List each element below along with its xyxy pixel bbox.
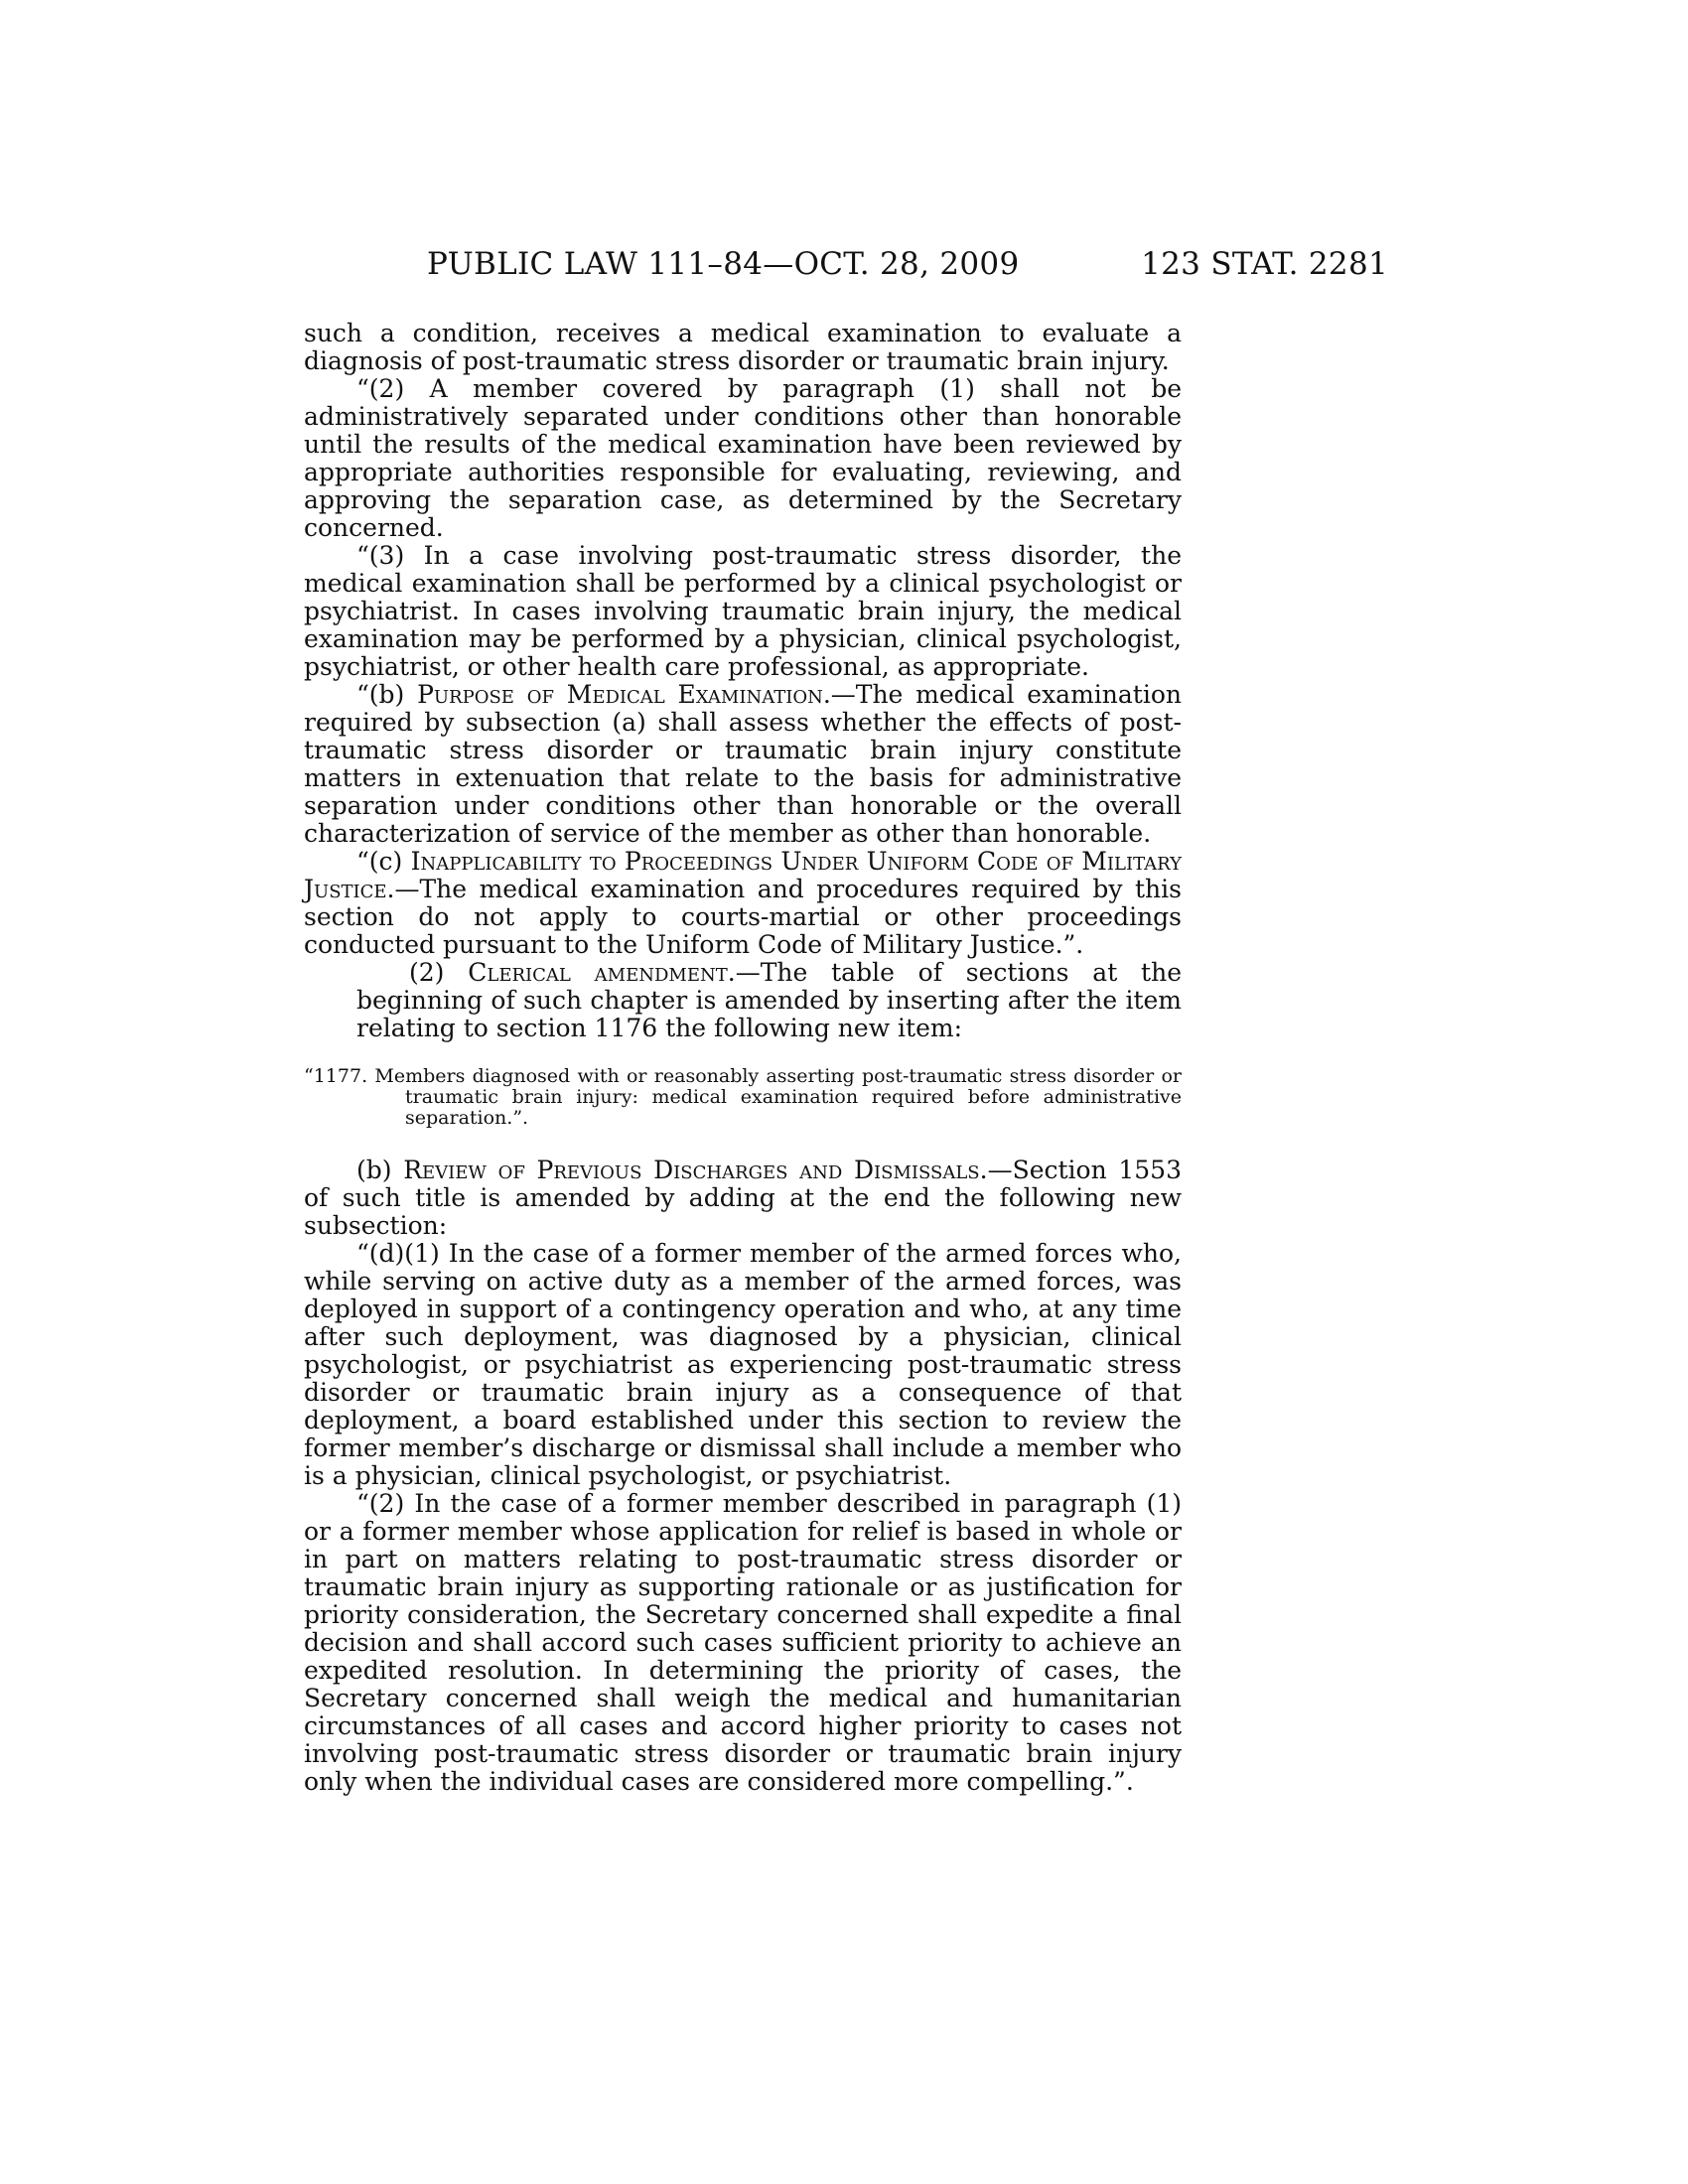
paragraph-d2: “(2) In the case of a former member described in paragraph (1) or a former member whose application for relief is based in whole or in part on matters relating to post-traumatic stress disorder or traumatic brain injury as supporting rationale or as justification for priority consideration, the Secretary concerned shall expedite a final decision and shall accord such cases sufficient priority to achieve an expedited resolution. In determining the priority of cases, the Secretary concerned shall weigh the medical and humanitarian circumstances of all cases and accord higher priority to cases not involving post-traumatic stress disorder or traumatic brain injury only when the individual cases are considered more compelling.”. bbox=[304, 1489, 1182, 1796]
document-body bbox=[304, 320, 1182, 1796]
subsection-review-label: (b) bbox=[356, 1156, 404, 1184]
clerical-amendment-label: (2) bbox=[409, 958, 469, 987]
subsection-review bbox=[304, 1157, 1182, 1240]
subsection-b-text: —The medical examination required by subsection (a) shall assess whether the effects of post-traumatic stress disorder or traumatic brain injury constitute matters in extenuation that relate to the basis for administrative separation under conditions other than honorable or the overall characterization of service of the member as other than honorable. bbox=[304, 680, 1182, 848]
clerical-amendment-text: —The table of sections at the beginning of such chapter is amended by inserting after the item relating to section 1176 the following new item: bbox=[356, 958, 1183, 1042]
running-head: PUBLIC LAW 111–84—OCT. 28, 2009 bbox=[427, 246, 1020, 282]
paragraph-continuation: such a condition, receives a medical examination to evaluate a diagnosis of post-traumatic stress disorder or traumatic brain injury. bbox=[304, 319, 1182, 375]
statute-citation: 123 STAT. 2281 bbox=[1141, 246, 1388, 282]
subsection-b-label: “(b) bbox=[356, 680, 418, 709]
paragraph-a2: “(2) A member covered by paragraph (1) shall not be administratively separated under conditions other than honorable until the results of the medical examination have been reviewed by appropriate authorities responsible for evaluating, reviewing, and approving the separation case, as determined by the Secretary concerned. bbox=[304, 374, 1182, 542]
subsection-c-text: —The medical examination and procedures required by this section do not apply to courts-martial or other proceedings conducted pursuant to the Uniform Code of Military Justice.”. bbox=[304, 875, 1182, 959]
paragraph-a3: “(3) In a case involving post-traumatic stress disorder, the medical examination shall be performed by a clinical psychologist or psychiatrist. In cases involving traumatic brain injury, the medical examination may be performed by a physician, clinical psychologist, psychiatrist, or other health care professional, as appropriate. bbox=[304, 541, 1182, 681]
table-of-sections-item: “1177. Members diagnosed with or reasonably asserting post-traumatic stress disorder or traumatic brain injury: medical examination required before administrative separation.”. bbox=[304, 1065, 1182, 1129]
clerical-amendment-heading: Clerical amendment. bbox=[468, 958, 736, 987]
subsection-c-heading: Inapplicability to Proceedings Under Uniform Code of Military Justice. bbox=[304, 847, 1182, 903]
paragraph-d1: “(d)(1) In the case of a former member of the armed forces who, while serving on active duty as a member of the armed forces, was deployed in support of a contingency operation and who, at any time after such deployment, was diagnosed by a physician, clinical psychologist, or psychiatrist as experiencing post-traumatic stress disorder or traumatic brain injury as a consequence of that deployment, a board established under this section to review the former member’s discharge or dismissal shall include a member who is a physician, clinical psychologist, or psychiatrist. bbox=[304, 1239, 1182, 1490]
subsection-review-heading: Review of Previous Discharges and Dismissals. bbox=[403, 1156, 988, 1184]
page-header bbox=[298, 246, 1388, 296]
subsection-c-label: “(c) bbox=[356, 847, 411, 876]
subsection-review-text: —Section 1553 of such title is amended by adding at the end the following new subsection: bbox=[304, 1156, 1182, 1240]
subsection-b-heading: Purpose of Medical Examination. bbox=[417, 680, 831, 709]
subsection-c bbox=[304, 848, 1182, 959]
subsection-b bbox=[304, 681, 1182, 848]
clerical-amendment bbox=[356, 959, 1182, 1042]
